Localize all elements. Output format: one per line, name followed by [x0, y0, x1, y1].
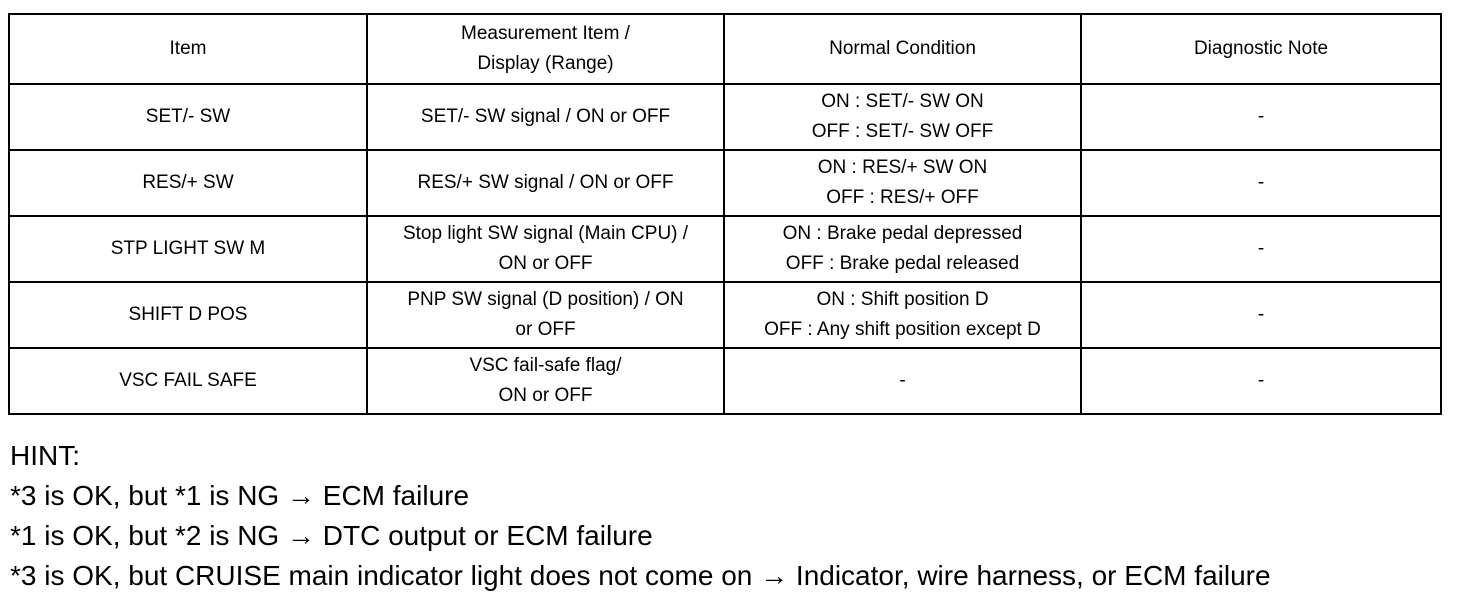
cell-text: VSC fail-safe flag/ [469, 355, 622, 376]
cell-text: SET/- SW signal / ON or OFF [420, 106, 671, 127]
cell-normal-condition [724, 348, 1081, 414]
cell-measurement [367, 282, 724, 348]
cell-text: STP LIGHT SW M [110, 238, 266, 259]
cell-measurement [367, 216, 724, 282]
hint-line: *3 is OK, but *1 is NG → ECM failure [10, 480, 470, 511]
header-item [9, 14, 367, 84]
cell-text: OFF : RES/+ OFF [826, 187, 979, 208]
cell-diagnostic-note [1081, 216, 1441, 282]
cell-text: ON or OFF [498, 385, 593, 406]
cell-measurement [367, 150, 724, 216]
cell-text: VSC FAIL SAFE [119, 370, 257, 391]
cell-item [9, 84, 367, 150]
table-header-row [9, 14, 1441, 84]
cell-text: ON : Brake pedal depressed [782, 223, 1023, 244]
cell-measurement [367, 348, 724, 414]
table-row [9, 216, 1441, 282]
hint-section [10, 436, 1271, 596]
cell-text: ON : Shift position D [816, 289, 989, 310]
cell-text: or OFF [515, 319, 576, 340]
cell-normal-condition [724, 84, 1081, 150]
cell-text: - [1257, 238, 1265, 259]
cell-item [9, 348, 367, 414]
cell-text: - [1257, 370, 1265, 391]
cell-normal-condition [724, 216, 1081, 282]
header-normal-condition [724, 14, 1081, 84]
table-row [9, 150, 1441, 216]
cell-text: Stop light SW signal (Main CPU) / [402, 223, 689, 244]
header-item-text: Item [169, 38, 207, 59]
cell-text: ON : RES/+ SW ON [817, 157, 988, 178]
table-row [9, 282, 1441, 348]
header-measurement-text-1: Measurement Item / [461, 23, 630, 44]
cell-text: - [1257, 106, 1265, 127]
cell-diagnostic-note [1081, 348, 1441, 414]
header-diagnostic-note-text: Diagnostic Note [1193, 38, 1329, 59]
hint-line: *1 is OK, but *2 is NG → DTC output or ECM failure [10, 520, 653, 551]
cell-text: - [1257, 304, 1265, 325]
cell-text: SHIFT D POS [128, 304, 248, 325]
cell-text: OFF : Brake pedal released [785, 253, 1020, 274]
cell-text: ON or OFF [498, 253, 593, 274]
hint-line: *3 is OK, but CRUISE main indicator light does not come on → Indicator, wire harness, or ECM failure [10, 560, 1271, 591]
cell-text: PNP SW signal (D position) / ON [407, 289, 684, 310]
data-list-table [8, 13, 1442, 415]
cell-item [9, 150, 367, 216]
table-row [9, 84, 1441, 150]
cell-normal-condition [724, 150, 1081, 216]
cell-normal-condition [724, 282, 1081, 348]
cell-item [9, 282, 367, 348]
cell-measurement [367, 84, 724, 150]
cell-text: SET/- SW [145, 106, 231, 127]
table-row [9, 348, 1441, 414]
cell-diagnostic-note [1081, 84, 1441, 150]
cell-diagnostic-note [1081, 150, 1441, 216]
header-normal-condition-text: Normal Condition [829, 38, 976, 59]
cell-text: - [1257, 172, 1265, 193]
cell-text: OFF : SET/- SW OFF [811, 121, 994, 142]
cell-text: - [899, 370, 906, 391]
cell-text: RES/+ SW signal / ON or OFF [417, 172, 674, 193]
hint-title: HINT: [10, 440, 80, 471]
cell-text: ON : SET/- SW ON [821, 91, 984, 112]
cell-item [9, 216, 367, 282]
cell-text: RES/+ SW [142, 172, 234, 193]
header-measurement [367, 14, 724, 84]
header-diagnostic-note [1081, 14, 1441, 84]
header-measurement-text-2: Display (Range) [477, 53, 614, 74]
cell-text: OFF : Any shift position except D [764, 319, 1041, 340]
cell-diagnostic-note [1081, 282, 1441, 348]
